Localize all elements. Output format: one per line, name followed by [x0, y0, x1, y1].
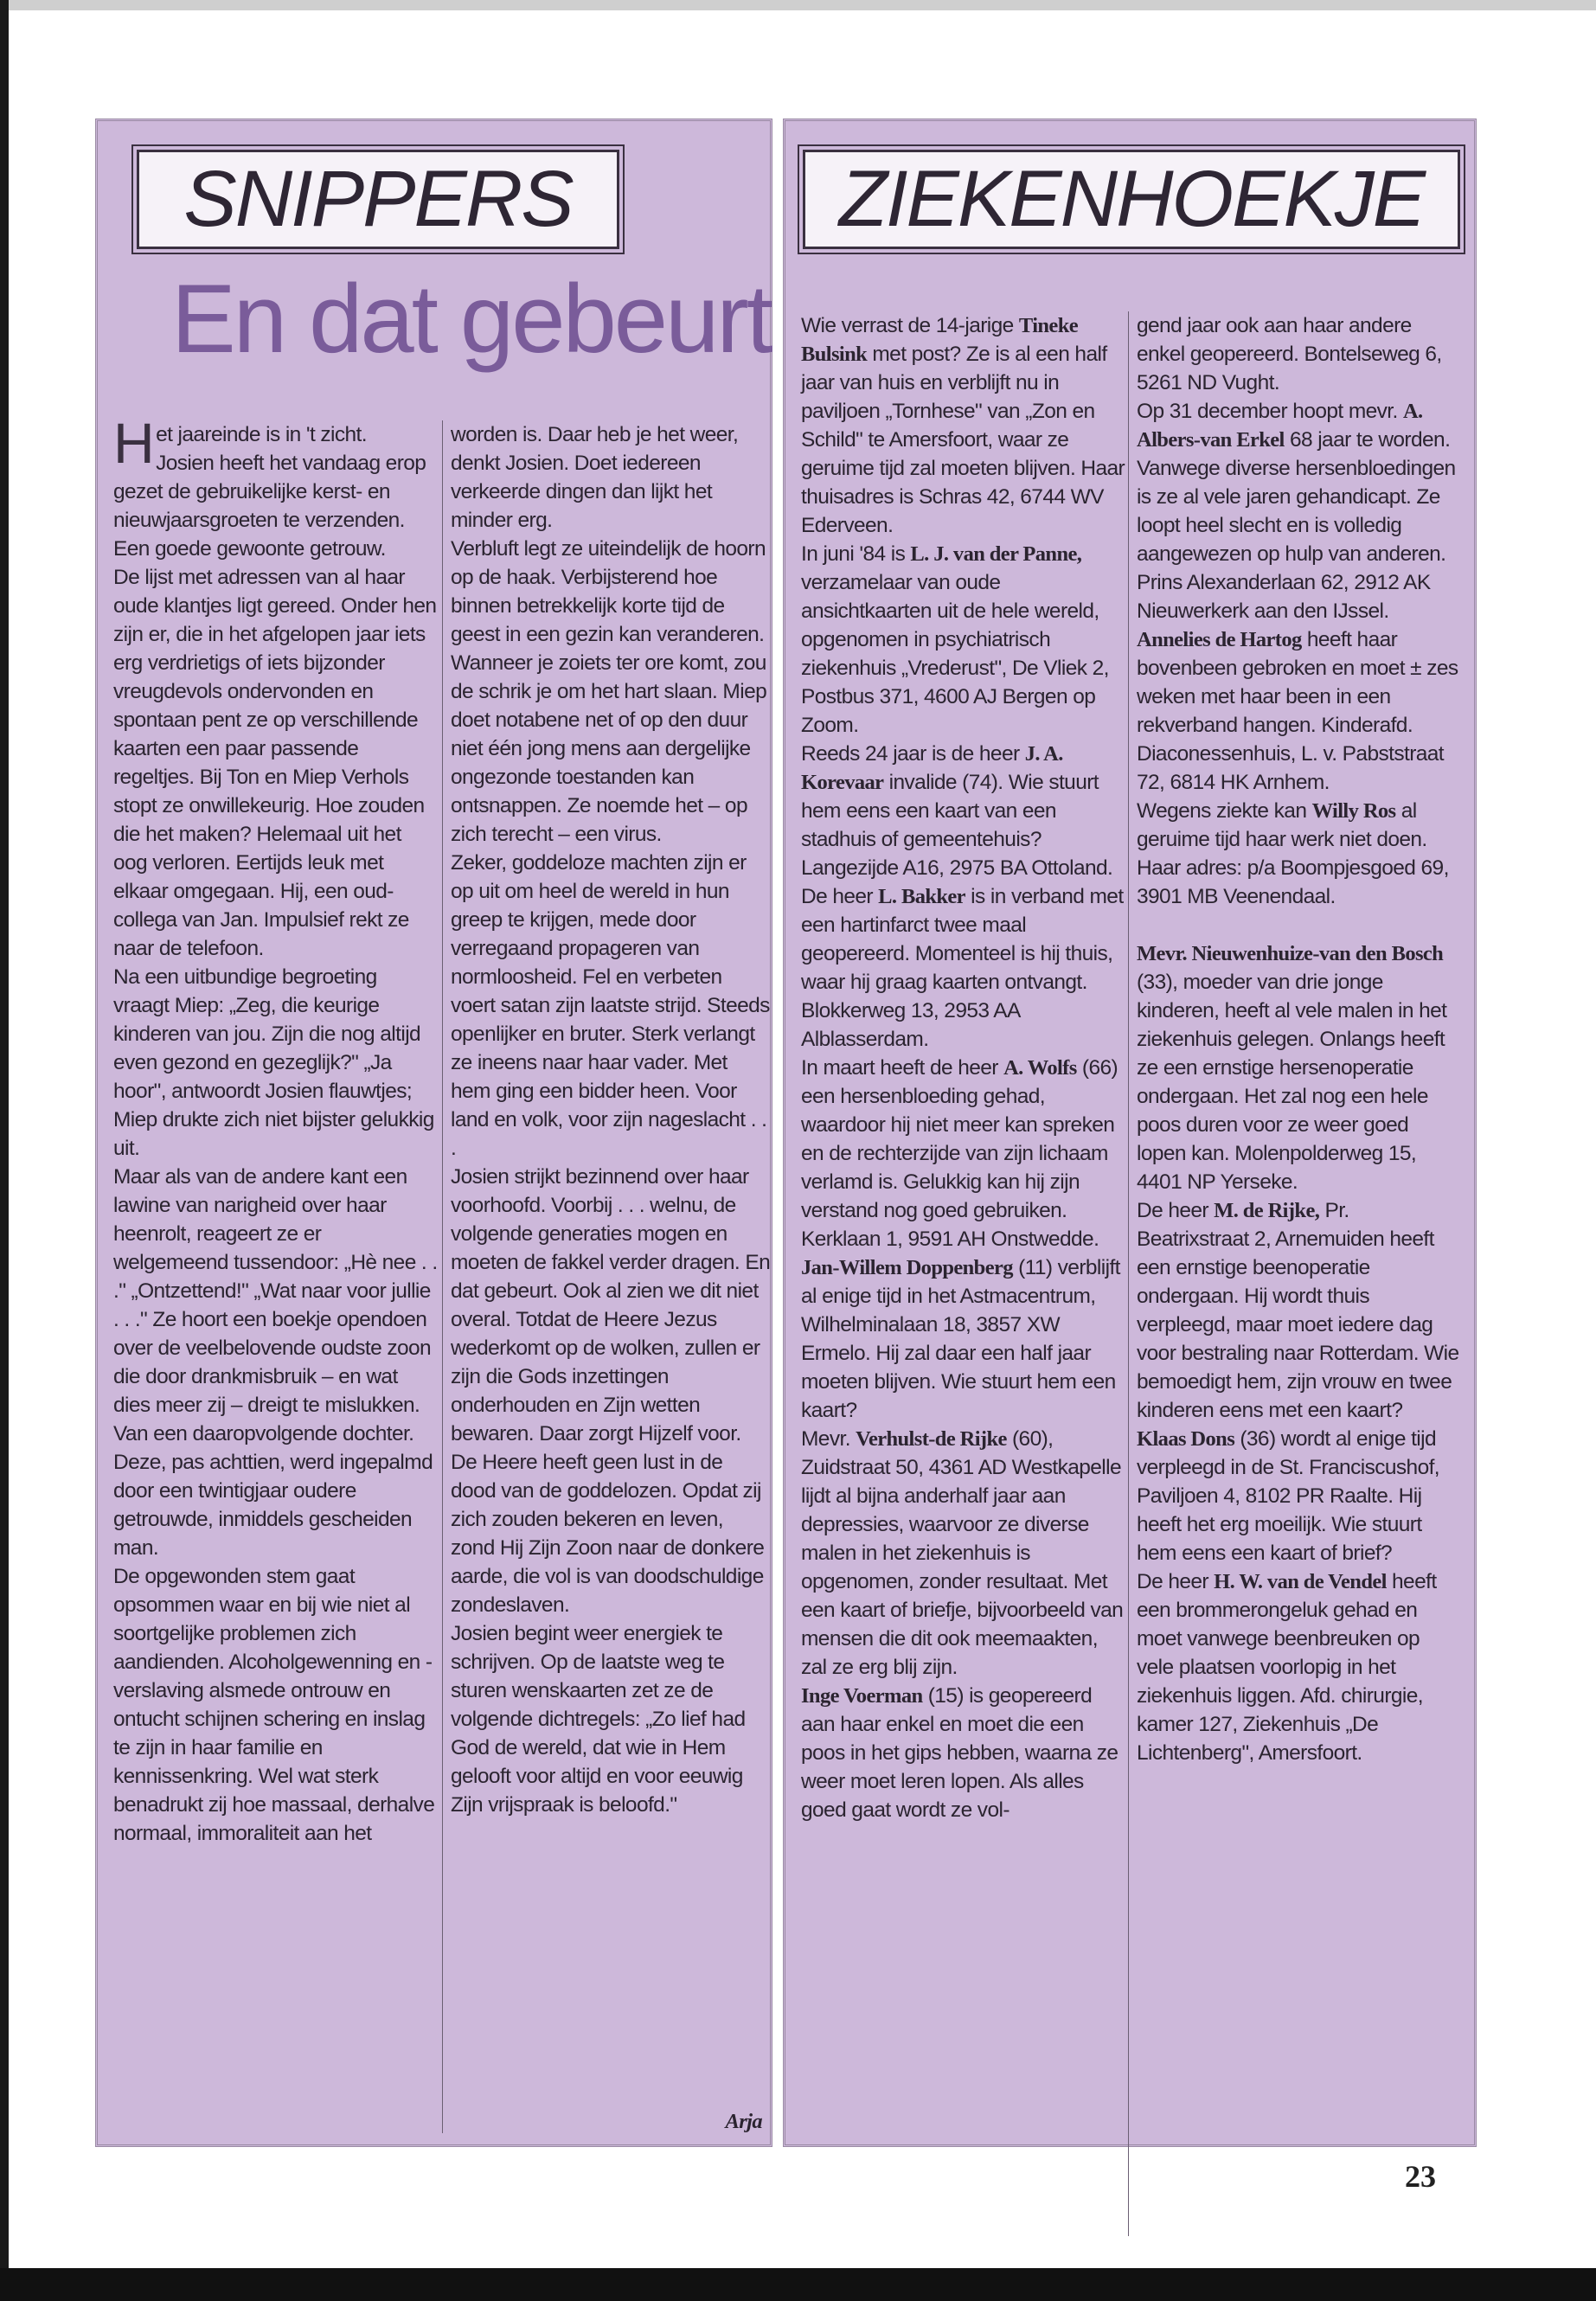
sick-notices-2a [1137, 311, 1461, 911]
column-rule [442, 420, 443, 2133]
notice-text: heeft haar bovenbeen gebroken en moet ± zes weken met haar been in een rekverband hangen. Kinderafd. Diaconessenhuis, L. v. Pabststraat 72, 6814 HK Arnhem. Wegens ziekte kan [1137, 628, 1458, 823]
article-column-1 [113, 411, 438, 1848]
snippers-panel [95, 119, 772, 2147]
patient-name: Inge Voerman [801, 1684, 923, 1708]
notice-text: (15) is geopereerd aan haar enkel en moet die een poos in het gips hebben, waarna ze weer moet leren lopen. Als alles goed gaat wordt ze vol- [801, 1684, 1118, 1822]
patient-name: Verhulst-de Rijke [856, 1427, 1007, 1451]
scan-edge-top [0, 0, 1596, 10]
patient-name: Klaas Dons [1137, 1427, 1235, 1451]
sick-column-2 [1137, 311, 1461, 1767]
notice-text: gend jaar ook aan haar andere enkel geopereerd. Bontelseweg 6, 5261 ND Vught. Op 31 december hoopt mevr. [1137, 314, 1442, 423]
patient-name: L. Bakker [878, 885, 965, 908]
scan-edge-left [0, 0, 9, 2301]
patient-name: Jan-Willem Doppenberg [801, 1256, 1013, 1279]
patient-name: A. Wolfs [1003, 1056, 1077, 1080]
notice-text: Wie verrast de 14-jarige [801, 314, 1019, 337]
sick-column-1 [801, 311, 1125, 1824]
notice-text: is in verband met een hartinfarct twee maal geopereerd. Momenteel is hij thuis, waar hij graag kaarten ontvangt. Blokkerweg 13, 2953 AA Alblasserdam. In maart heeft de heer [801, 885, 1124, 1080]
notice-text: (33), moeder van drie jonge kinderen, heeft al vele malen in het ziekenhuis gelegen. Onlangs heeft ze een ernstige hersenoperatie ondergaan. Het zal nog een hele poos duren voor ze weer goed lopen kan. Molenpolderweg 15, 4401 NP Yerseke. De heer [1137, 971, 1447, 1222]
patient-name: Tineke Bulsink [801, 314, 1078, 366]
patient-name: L. J. van der Panne, [910, 542, 1082, 566]
notice-text: (36) wordt al enige tijd verpleegd in de St. Franciscushof, Paviljoen 4, 8102 PR Raalte. Hij heeft het erg moeilijk. Wie stuurt hem eens een kaart of brief? De heer [1137, 1427, 1440, 1593]
patient-name: M. de Rijke, [1214, 1199, 1320, 1222]
scan-edge-bottom [0, 2268, 1596, 2301]
snippers-header: SNIPPERS [137, 150, 619, 249]
signature-line [451, 2107, 771, 2136]
patient-name: H. W. van de Vendel [1214, 1570, 1387, 1593]
notice-text: heeft een brommerongeluk gehad en moet vanwege beenbreuken op vele plaatsen voorlopig in het ziekenhuis liggen. Afd. chirurgie, kamer 127, Ziekenhuis „De Lichtenberg", Amersfoort. [1137, 1570, 1437, 1765]
notice-text: met post? Ze is al een half jaar van huis en verblijft nu in paviljoen „Tornhese" van „Zon en Schild" te Amersfoort, waar ze geruime tijd zal moeten blijven. Haar thuisadres is Schras 42, 6744 WV Ederveen. In juni '84 is [801, 343, 1125, 566]
paragraph-gap [1137, 911, 1461, 939]
sick-notices-2b [1137, 939, 1461, 1767]
notice-text: (60), Zuidstraat 50, 4361 AD Westkapelle lijdt al bijna anderhalf jaar aan depressies, waarvoor ze diverse malen in het ziekenhuis is opgenomen, zonder resultaat. Met een kaart of briefje, bijvoorbeeld van mensen die dit ook meemaakten, zal ze erg blij zijn. [801, 1427, 1124, 1679]
article-column-2 [451, 420, 771, 1819]
article-signature: Arja [725, 2110, 762, 2133]
sick-notices-1 [801, 311, 1125, 1824]
article-title: En dat gebeurt [171, 265, 771, 373]
column-rule [1128, 311, 1129, 2236]
ziekenhoekje-panel [783, 119, 1477, 2147]
drop-cap: H [113, 411, 155, 475]
notice-text: (11) verblijft al enige tijd in het Astmacentrum, Wilhelminalaan 18, 3857 XW Ermelo. Hij zal daar een half jaar moeten blijven. Wie stuurt hem een kaart? Mevr. [801, 1256, 1120, 1451]
patient-name: J. A. Korevaar [801, 742, 1063, 794]
article-text-1: et jaareinde is in 't zicht. Josien heeft het vandaag erop gezet de gebruikelijke kerst- en nieuwjaarsgroeten te verzenden. Een goede gewoonte getrouw. De lijst met adressen van al haar oude klantjes ligt gereed. Onder hen zijn er, die in het afgelopen jaar iets erg verdrietigs of iets bijzonder vreugdevols ondervonden en spontaan pent ze op verschillende kaarten een paar passende regeltjes. Bij Ton en Miep Verhols stopt ze onwillekeurig. Hoe zouden die het maken? Helemaal uit het oog verloren. Eertijds leuk met elkaar omgegaan. Hij, een oud-collega van Jan. Impulsief rekt ze naar de telefoon. Na een uitbundige begroeting vraagt Miep: „Zeg, die keurige kinderen van jou. Zijn die nog altijd even gezond en gezeglijk?" „Ja hoor", antwoordt Josien flauwtjes; Miep drukte zich niet bijster gelukkig uit. Maar als van de andere kant een lawine van narigheid over haar heenrolt, reageert ze er welgemeend tussendoor: „Hè nee . . ." „Ontzettend!" „Wat naar voor jullie . . ." Ze hoort een boekje opendoen over de veelbelovende oudste zoon die door drankmisbruik – en wat dies meer zij – dreigt te mislukken. Van een daaropvolgende dochter. Deze, pas achttien, werd ingepalmd door een twintigjaar oudere getrouwde, inmiddels gescheiden man. De opgewonden stem gaat opsommen waar en bij wie niet al soortgelijke problemen zich aandienden. Alcoholgewenning en -verslaving alsmede ontrouw en ontucht schijnen schering en inslag te zijn in haar familie en kennissenkring. Wel wat sterk benadrukt zij hoe massaal, derhalve normaal, immoraliteit aan het [113, 423, 438, 1845]
page-number: 23 [1405, 2159, 1436, 2194]
notice-text: Pr. Beatrixstraat 2, Arnemuiden heeft een ernstige beenoperatie ondergaan. Hij wordt thuis verpleegd, maar moet iedere dag voor bestraling naar Rotterdam. Wie bemoedigt hem, zijn vrouw en twee kinderen eens met een kaart? [1137, 1199, 1459, 1422]
notice-text: 68 jaar te worden. Vanwege diverse hersenbloedingen is ze al vele jaren gehandicapt. Ze loopt heel slecht en is volledig aangewezen op hulp van anderen. Prins Alexanderlaan 62, 2912 AK Nieuwerkerk aan den IJssel. [1137, 428, 1456, 623]
patient-name: Mevr. Nieuwenhuize-van den Bosch [1137, 942, 1444, 965]
patient-name: Annelies de Hartog [1137, 628, 1302, 651]
notice-text: (66) een hersenbloeding gehad, waardoor hij niet meer kan spreken en de rechterzijde van zijn lichaam verlamd is. Gelukkig kan hij zijn verstand nog goed gebruiken. Kerklaan 1, 9591 AH Onstwedde. [801, 1056, 1118, 1251]
article-text-2: worden is. Daar heb je het weer, denkt Josien. Doet iedereen verkeerde dingen dan lijkt het minder erg. Verbluft legt ze uiteindelijk de hoorn op de haak. Verbijsterend hoe binnen betrekkelijk korte tijd de geest in een gezin kan veranderen. Wanneer je zoiets ter ore komt, zou de schrik je om het hart slaan. Miep doet notabene net of op den duur niet één jong mens aan dergelijke ongezonde toestanden kan ontsnappen. Ze noemde het – op zich terecht – een virus. Zeker, goddeloze machten zijn er op uit om heel de wereld in hun greep te krijgen, mede door verregaand propageren van normloosheid. Fel en verbeten voert satan zijn laatste strijd. Steeds openlijker en bruter. Sterk verlangt ze ineens naar haar vader. Met hem ging een bidder heen. Voor land en volk, voor zijn nageslacht . . . Josien strijkt bezinnend over haar voorhoofd. Voorbij . . . welnu, de volgende generaties mogen en moeten de fakkel verder dragen. En dat gebeurt. Ook al zien we dit niet overal. Totdat de Heere Jezus wederkomt op de wolken, zullen er zijn die Gods inzettingen onderhouden en Zijn wetten bewaren. Daar zorgt Hijzelf voor. De Heere heeft geen lust in de dood van de goddelozen. Opdat zij zich zouden bekeren en leven, zond Hij Zijn Zoon naar de donkere aarde, die vol is van doodschuldige zondeslaven. Josien begint weer energiek te schrijven. Op de laatste weg te sturen wenskaarten zet ze de volgende dichtregels: „Zo lief had God de wereld, dat wie in Hem gelooft voor altijd en voor eeuwig Zijn vrijspraak is beloofd." [451, 423, 771, 1817]
notice-text: invalide (74). Wie stuurt hem eens een kaart van een stadhuis of gemeentehuis? Langezijde A16, 2975 BA Ottoland. De heer [801, 771, 1113, 908]
patient-name: A. Albers-van Erkel [1137, 400, 1423, 452]
notice-text: verzamelaar van oude ansichtkaarten uit de hele wereld, opgenomen in psychiatrisch ziekenhuis „Vrederust", De Vliek 2, Postbus 371, 4600 AJ Bergen op Zoom. Reeds 24 jaar is de heer [801, 571, 1109, 766]
notice-text: al geruime tijd haar werk niet doen. Haar adres: p/a Boompjesgoed 69, 3901 MB Veenendaal. [1137, 799, 1449, 908]
patient-name: Willy Ros [1311, 799, 1396, 823]
ziekenhoekje-header: ZIEKENHOEKJE [803, 150, 1460, 249]
